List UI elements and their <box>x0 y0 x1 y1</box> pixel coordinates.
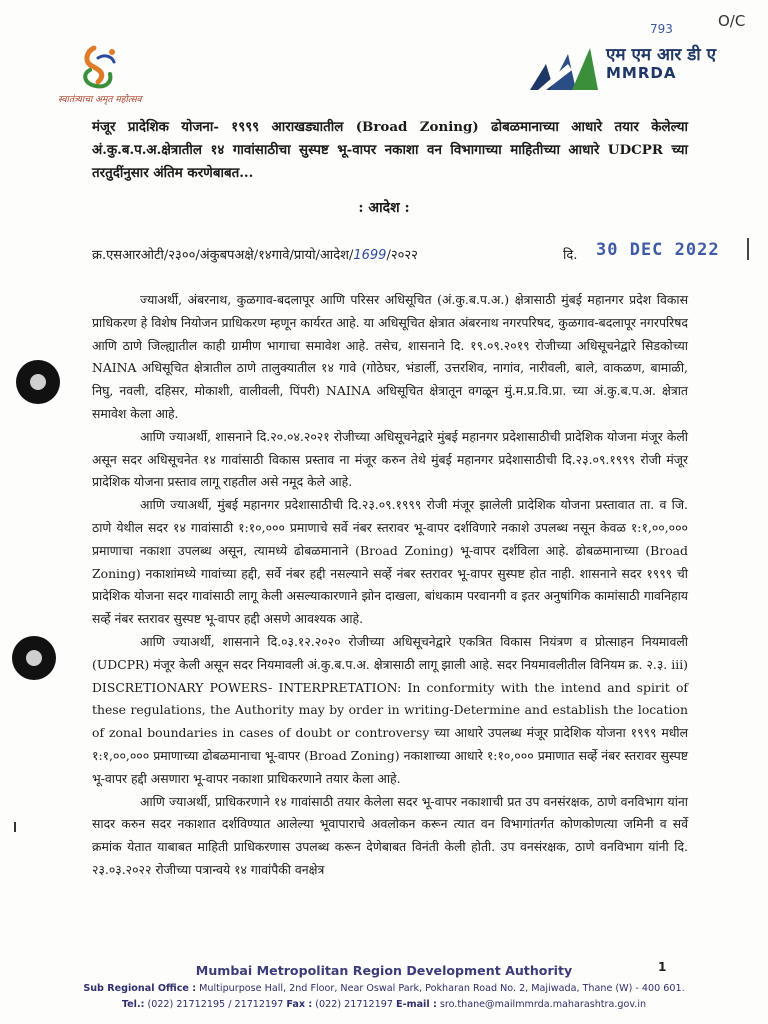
reference-prefix: क्र.एसआरओटी/२३००/अंकुबपअक्षे/१४गावे/प्रायो/आदेश/ <box>92 248 354 263</box>
fax-label: Fax : <box>286 999 313 1010</box>
margin-mark <box>747 238 749 260</box>
margin-mark <box>14 822 16 832</box>
punch-hole <box>16 360 60 404</box>
azadi-logo-caption: स्वातंत्र्याचा अमृत महोत्सव <box>58 95 142 105</box>
punch-hole <box>12 636 56 680</box>
body-paragraph-4: आणि ज्याअर्थी, शासनाने दि.०३.१२.२०२० रोजीच्या अधिसूचनेद्वारे एकत्रित विकास नियंत्रण व प्रोत्साहन नियमावली (UDCPR) मंजूर केली असून सदर नियमावली अं.कु.ब.प.अ. क्षेत्रासाठी लागू झाली आहे. सदर नियमावलीतील विनियम क्र. २.३. iii) DISCRETIONARY POWERS- INTERPRETATION: In conformity with the intend and spirit of these regulations, the Authority may by order in writing-Determine and establish the location of zonal boundaries in cases of doubt or controversy च्या आधारे उपलब्ध मंजूर प्रादेशिक योजना १९९९ मधील १:१,००,००० प्रमाणाच्या ढोबळमानाचा भू-वापर (Broad Zoning) नकाशाच्या आधारे १:१०,००० प्रमाणात सर्व्हे नंबर स्तरावर सुस्पष्ट भू-वापर हद्दी असणारा भू-वापर नकाशा प्राधिकरणाने तयार केला आहे. <box>92 633 688 786</box>
mmrda-english-name: MMRDA <box>606 64 677 82</box>
tel-label: Tel.: <box>121 999 145 1010</box>
subject-heading: मंजूर प्रादेशिक योजना- १९९९ आराखड्यातील (Broad Zoning) ढोबळमानाच्या आधारे तयार केलेल्या अं.कु.ब.प.अ.क्षेत्रातील १४ गावांसाठीचा सुस्पष्ट भू-वापर नकाशा वन विभागाच्या माहितीच्या आधारे UDCPR च्या तरतुदींनुसार अंतिम करणेबाबत... <box>92 119 688 181</box>
office-label: Sub Regional Office : <box>83 983 197 994</box>
date-label: दि. <box>563 248 578 263</box>
tel-value: (022) 21712195 / 21712197 <box>147 999 284 1010</box>
email-value: sro.thane@mailmmrda.maharashtra.gov.in <box>439 999 647 1010</box>
azadi-amrit-mahotsav-logo <box>72 44 122 92</box>
office-address: Multipurpose Hall, 2nd Floor, Near Oswal Park, Pokharan Road No. 2, Majiwada, Thane (W) - 400 601. <box>199 983 685 994</box>
footer-address <box>0 983 768 994</box>
fax-value: (022) 21712197 <box>315 999 393 1010</box>
reference-suffix: /२०२२ <box>386 248 418 263</box>
footer-organisation-name: Mumbai Metropolitan Region Development Authority <box>195 963 573 978</box>
body-paragraph-2: आणि ज्याअर्थी, शासनाने दि.२०.०४.२०२१ रोजीच्या अधिसूचनेद्वारे मुंबई महानगर प्रदेशासाठीची प्रादेशिक योजना मंजूर केली असून सदर अधिसूचनेत १४ गावांसाठी विकास प्रस्ताव ना मंजूर करुन तेथे मुंबई महानगर प्रदेशासाठीची दि.२३.०९.१९९९ रोजी मंजूर प्रादेशिक योजना प्रस्ताव लागू राहतील असे नमूद केले आहे. <box>92 428 688 490</box>
handwritten-inward-number: 793 <box>650 22 673 36</box>
body-paragraph-3: आणि ज्याअर्थी, मुंबई महानगर प्रदेशासाठीची दि.२३.०९.१९९९ रोजी मंजूर झालेली प्रादेशिक योजना प्रस्तावात ता. व जि. ठाणे येथील सदर १४ गावांसाठी १:१०,००० प्रमाणाचे सर्वे नंबर स्तरावर भू-वापर दर्शविणारे नकाशे उपलब्ध नसून केवळ १:१,००,००० प्रमाणाचा नकाशा उपलब्ध असून, त्यामध्ये ढोबळमानाने (Broad Zoning) भू-वापर दर्शविला आहे. ढोबळमानाच्या (Broad Zoning) नकाशांमध्ये गावांच्या हद्दी, सर्वे नंबर हद्दी नसल्याने सर्व्हे नंबर स्तरावर भू-वापर सुस्पष्ट होत नाही. शासनाने सदर १९९९ ची प्रादेशिक योजना सदर गावांसाठी लागू केली असल्याकारणाने झोन दाखला, बांधकाम परवानगी व इतर अनुषांगिक कामांसाठी गावनिहाय सर्व्हे नंबर स्तरावर सुस्पष्ट भू-वापर हद्दी असणे आवश्यक आहे. <box>92 497 688 627</box>
body-paragraph-5: आणि ज्याअर्थी, प्राधिकरणाने १४ गावांसाठी तयार केलेला सदर भू-वापर नकाशाची प्रत उप वनसंरक्षक, ठाणे वनविभाग यांना सादर करुन सदर नकाशात दर्शविण्यात आलेल्या भूवापाराचे अवलोकन करून त्यात वन विभागांतर्गत कोणकोणत्या जमिनी व सर्वे क्रमांक येतात याबाबत माहिती प्राधिकरणास उपलब्ध करून देणेबाबत विनंती केली होती. उप वनसंरक्षक, ठाणे वनविभाग यांनी दि. २३.०३.२०२२ रोजीच्या पत्रान्वये १४ गावांपैकी वनक्षेत्र <box>92 793 688 877</box>
email-label: E-mail : <box>396 999 437 1010</box>
reference-number <box>92 245 418 263</box>
handwritten-order-number: 1699 <box>353 248 387 263</box>
mmrda-logo-mark <box>528 44 600 92</box>
page-number: 1 <box>658 960 667 974</box>
order-title: : आदेश : <box>358 200 410 216</box>
order-body <box>92 289 688 882</box>
handwritten-code: O/C <box>718 12 746 30</box>
body-paragraph-1: ज्याअर्थी, अंबरनाथ, कुळगाव-बदलापूर आणि परिसर अधिसूचित (अं.कु.ब.प.अ.) क्षेत्रासाठी मुंबई महानगर प्रदेश विकास प्राधिकरण हे विशेष नियोजन प्राधिकरण म्हणून कार्यरत आहे. या अधिसूचित क्षेत्रात अंबरनाथ नगरपरिषद, कुळगाव-बदलापूर नगरपरिषद आणि ठाणे जिल्ह्यातील काही ग्रामीण भागाचा समावेश आहे. तसेच, शासनाने दि. १९.०९.२०१९ रोजीच्या अधिसूचनेद्वारे सिडकोच्या NAINA अधिसूचित क्षेत्रातील ठाणे तालुक्यातील १४ गावे (गोठेघर, भंडार्ली, उत्तरशिव, नागांव, नारीवली, बाले, वाकळण, बामाळी, निघु, नवली, दहिसर, मोकाशी, वालीवली, पिंपरी) NAINA अधिसूचित क्षेत्रातून वगळून मुं.म.प्र.वि.प्रा. च्या अं.कु.ब.प.अ. क्षेत्रात समावेश केला आहे. <box>92 292 688 421</box>
date-stamp: 30 DEC 2022 <box>596 240 720 260</box>
mmrda-hindi-name: एम एम आर डी ए <box>606 45 717 65</box>
footer-contact <box>0 999 768 1010</box>
